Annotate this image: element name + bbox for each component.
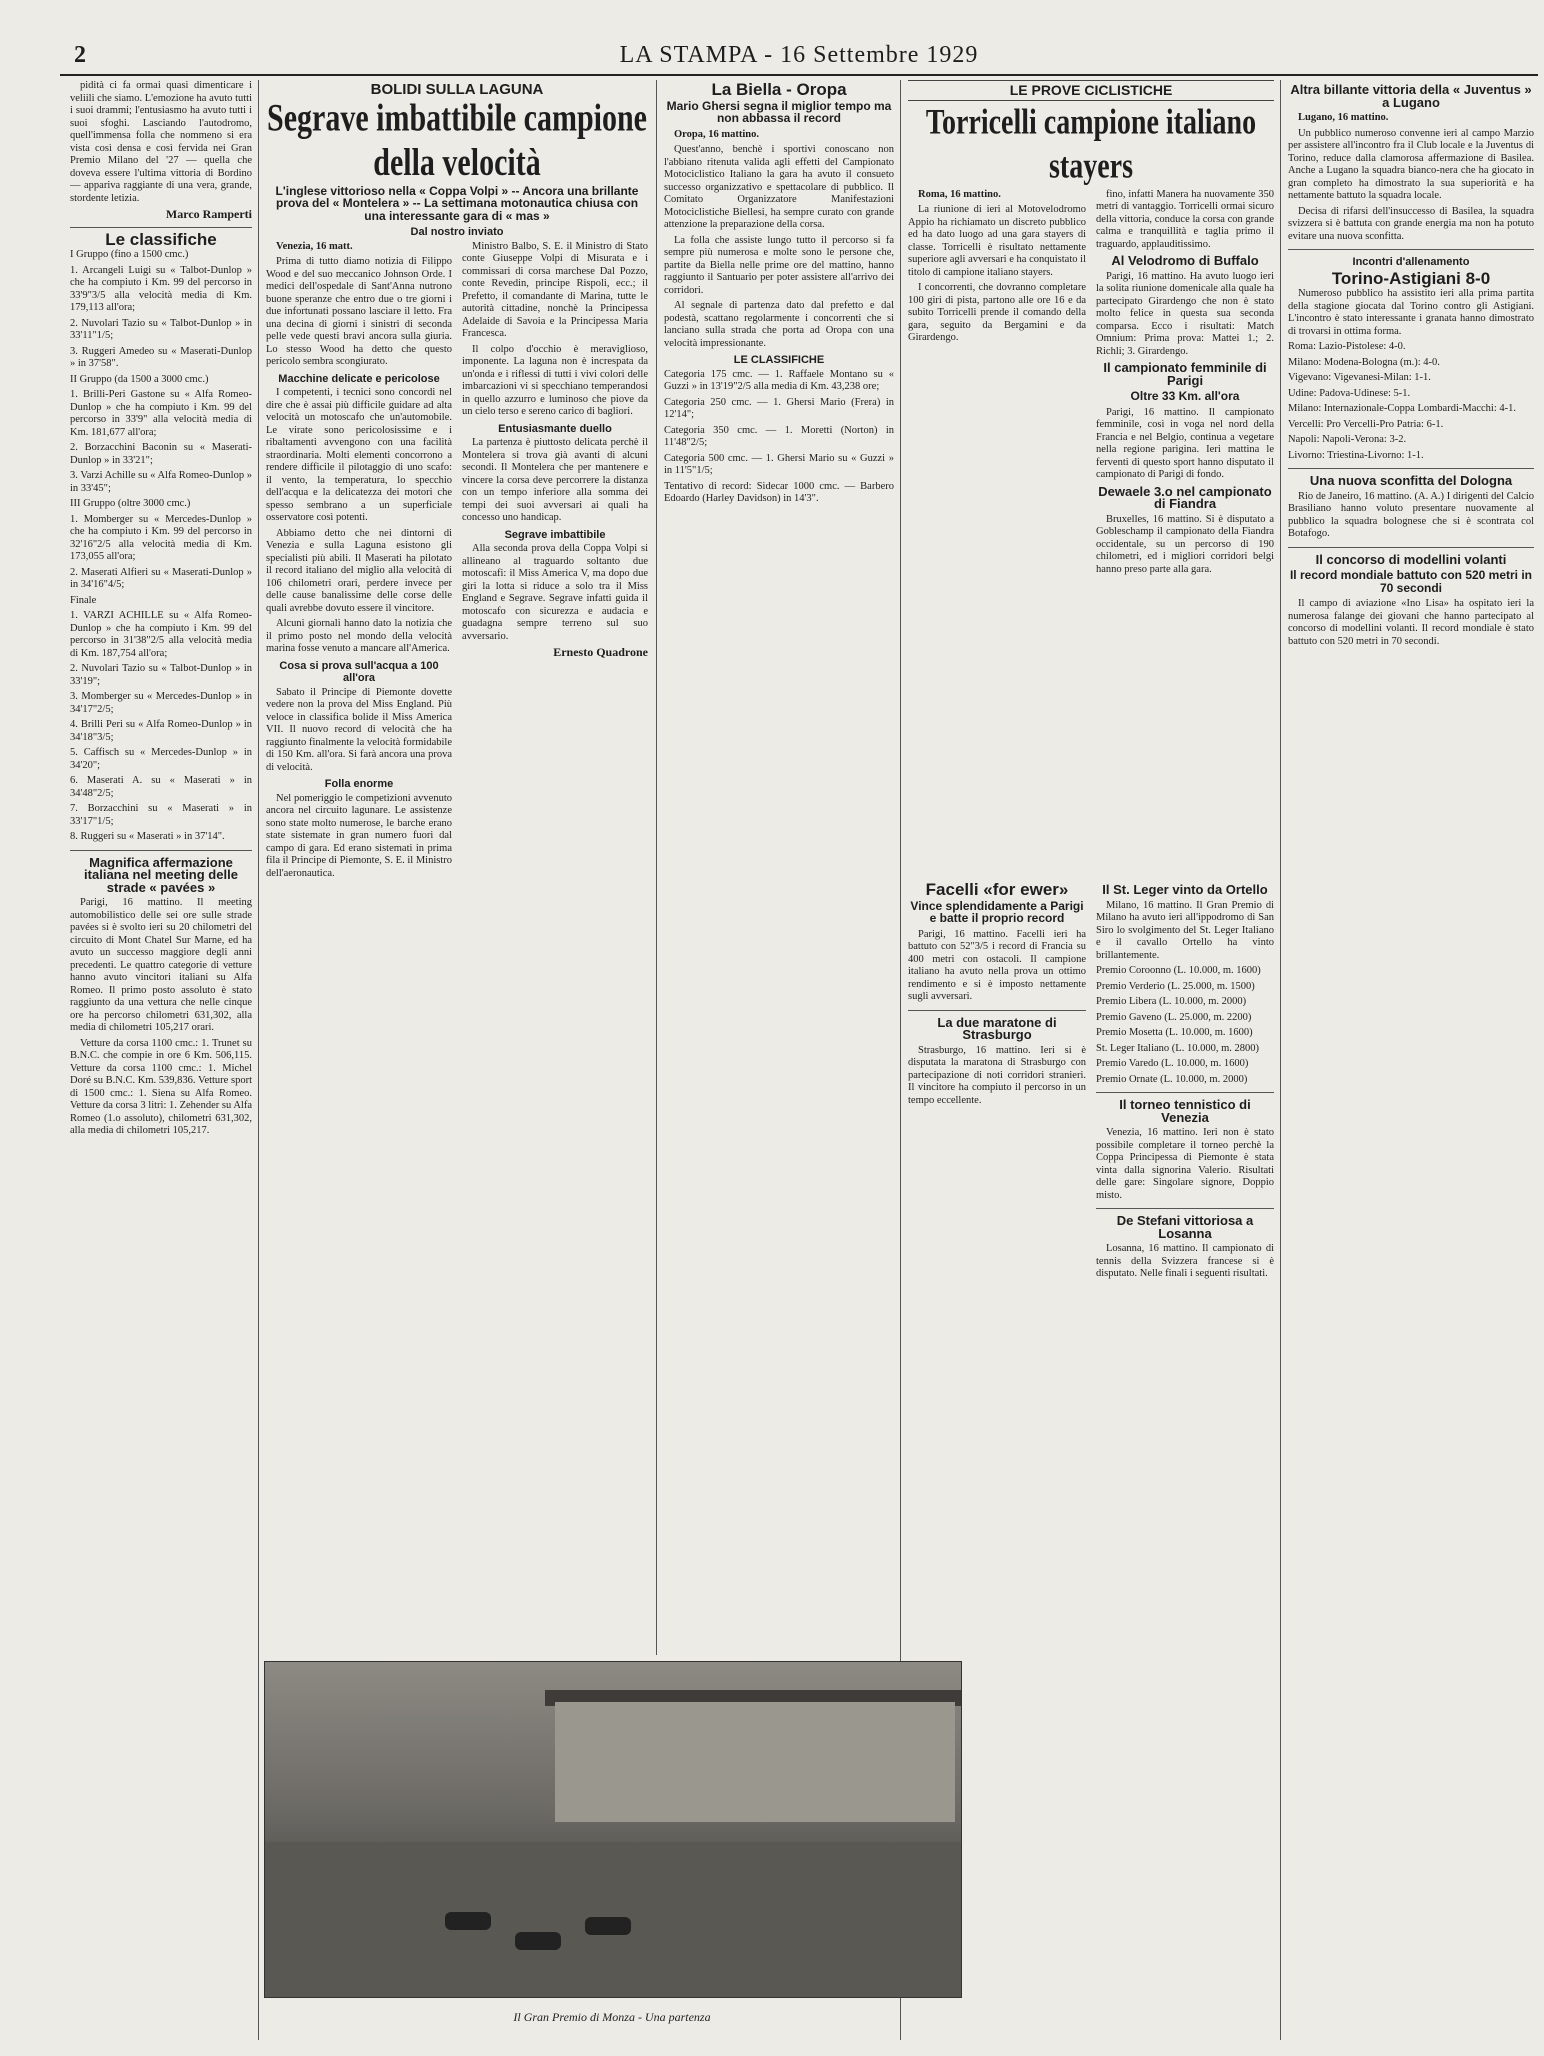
masthead: LA STAMPA - 16 Settembre 1929: [619, 42, 979, 68]
separator: [1288, 547, 1534, 548]
list-item: 2. Borzacchini Baconin su « Maserati-Dunlop » in 33'21";: [70, 442, 252, 466]
race-car: [585, 1917, 631, 1935]
list-item: 3. Momberger su « Mercedes-Dunlop » in 34'17"2/5;: [70, 691, 252, 715]
article-text: Numeroso pubblico ha assistito ieri alla prima partita della stagione giocata dal Torino contro gli Astigiani. L'incontro è stato interessante i granata hanno dimostrato di trovarsi in ottima forma.: [1288, 288, 1534, 337]
separator: [1096, 1092, 1274, 1093]
article-text: Losanna, 16 mattino. Il campionato di tennis della Svizzera francese si è disputato. Nelle finali i seguenti risultati.: [1096, 1243, 1274, 1279]
headline: Torricelli campione italiano stayers: [925, 101, 1257, 187]
column-rule: [1280, 80, 1281, 2040]
list-item: Premio Mosetta (L. 10.000, m. 1600): [1096, 1027, 1253, 1038]
article-title: La due maratone di Strasburgo: [937, 1014, 1057, 1042]
article-text: Ministro Balbo, S. E. il Ministro di Stato conte Giuseppe Volpi di Misurata e i commissari di corsa marchese Dal Pozzo, conte Revedin, principe Rispoli, ecc.; il Prefetto, il comandante di Marina, tutte le autorità cittadine, nonchè la Principessa Adelaide di Savoia e la Principessa Maria Francesca.: [462, 240, 648, 339]
list-item: Napoli: Napoli-Verona: 3-2.: [1288, 434, 1407, 445]
list-item: Premio Ornate (L. 10.000, m. 2000): [1096, 1073, 1248, 1085]
column-1: [70, 80, 252, 2040]
list-item: Vigevano: Vigevanesi-Milan: 1-1.: [1288, 372, 1431, 383]
two-column-body: [908, 189, 1274, 580]
article-text: Il colpo d'occhio è meraviglioso, imponente. La laguna non è increspata da un'onda e i riflessi di tutti i vivi colori delle imbarcazioni vi si specchiano temperandosi in quello azzurro e luminoso che piove da un cielo terso e sereno carico di bagliori.: [462, 343, 648, 417]
article-text: Abbiamo detto che nei dintorni di Venezia e sulla Laguna esistono gli specialisti più abili. Il Maserati ha pilotato il record italiano del miglio alla velocità di 106 chilometri orari, perdere invece per delle cause banalissime delle corse delle quali avrebbe dovuto essere il vincitore.: [266, 527, 452, 614]
article-text: Il campo di aviazione «Ino Lisa» ha ospitato ieri la numerosa falange dei giovani che hanno partecipato al concorso di modellini volanti. Il record mondiale è stato battuto con 520 metri in 70 secondi.: [1288, 598, 1534, 647]
article-text: fino, infatti Manera ha nuovamente 350 metri di vantaggio. Torricelli ormai sicuro della vittoria, conduce la corsa con grande calma e tranquillità e taglia primo il traguardo, applauditissimo.: [1096, 188, 1274, 250]
subcolumn: [462, 241, 648, 884]
signature: Marco Ramperti: [165, 207, 252, 221]
list-item: Vercelli: Pro Vercelli-Pro Patria: 6-1.: [1288, 418, 1444, 430]
article-text: Nel pomeriggio le competizioni avvenuto ancora nel circuito lagunare. Le assistenze sono state molto numerose, le barche erano state sistemate in gran numero fuori dal campo di gara. Ed erano sistemati in prima fila il Principe di Piemonte, S. E. il Ministro dell'aeronautica.: [266, 792, 452, 879]
article-title: Il St. Leger vinto da Ortello: [1102, 882, 1268, 897]
dateline: Roma, 16 mattino.: [918, 188, 1001, 200]
list-item: Udine: Padova-Udinese: 5-1.: [1288, 387, 1411, 399]
list-item: Categoria 350 cmc. — 1. Moretti (Norton) in 11'48"2/5;: [664, 424, 894, 448]
race-photo: [264, 1661, 962, 1998]
list-item: Tentativo di record: Sidecar 1000 cmc. — Barbero Edoardo (Harley Davidson) in 14'3".: [664, 480, 894, 504]
column-rule: [258, 80, 259, 2040]
list-item: Milano: Modena-Bologna (m.): 4-0.: [1288, 356, 1440, 368]
article-title: La Biella - Oropa: [711, 80, 847, 99]
subcolumn: [266, 241, 452, 884]
list-item: 8. Ruggeri su « Maserati » in 37'14".: [70, 831, 225, 842]
dateline: Oropa, 16 mattino.: [674, 128, 759, 140]
list-item: III Gruppo (oltre 3000 cmc.): [70, 498, 191, 509]
list-item: Premio Coroonno (L. 10.000, m. 1600): [1096, 965, 1261, 976]
article-text: Vetture da corsa 1100 cmc.: 1. Trunet su B.N.C. che compie in ore 6 Km. 506,115. Vetture da corsa 1100 cmc.: 1. Michel Doré su B.N.C. Km. 539,836. Vetture sport di 1500 cmc.: 1. Siena su Alfa Romeo. Vetture da corsa 3 litri: 1. Zehender su Alfa Romeo (1.o assoluto), chilometri 631,302, alla media di chilometri 105,217.: [70, 1037, 252, 1136]
subheadline: Mario Ghersi segna il miglior tempo ma non abbassa il record: [666, 98, 892, 125]
article-title: Il torneo tennistico di Venezia: [1119, 1097, 1251, 1125]
article-text: Quest'anno, benchè i sportivi conoscano non l'abbiano ritenuta valida agli effetti del Campionato Motociclistico Italiano la gara ha avuto il consueto successo organizzativo e spettacolare di pubblico. Il Comitato Organizzatore Manifestazioni Motociclistiche Biellesi, ha sempre curato con grande attenzione la preparazione della corsa.: [664, 144, 894, 230]
list-item: 1. Momberger su « Mercedes-Dunlop » che ha compiuto i Km. 99 del percorso in 32'16"2/5 alla velocità media di Km. 173,055 all'ora;: [70, 513, 252, 562]
article-text: La riunione di ieri al Motovelodromo Appio ha richiamato un discreto pubblico ed ha dato luogo ad una gara stayers di classe. Torricelli è risultato nettamente superiore agli avversari e ha conquistato il titolo di campione italiano stayers.: [908, 204, 1086, 278]
page-number: 2: [74, 42, 86, 68]
article-text: Rio de Janeiro, 16 mattino. (A. A.) I dirigenti del Calcio Brasiliano hanno voluto presentare nuovamente al pubblico la squadra bolognese che si è scontrata col Botafogo.: [1288, 490, 1534, 539]
subcolumn: [908, 189, 1086, 580]
separator: [908, 1010, 1086, 1011]
list-item: 1. Brilli-Peri Gastone su « Alfa Romeo-Dunlop » che ha compiuto i Km. 99 del percorso in 33'9" alla velocità media di Km. 181,677 all'ora;: [70, 389, 252, 438]
list-item: 2. Nuvolari Tazio su « Talbot-Dunlop » in 33'19";: [70, 663, 252, 687]
subheadline: Il record mondiale battuto con 520 metri in 70 secondi: [1289, 568, 1533, 595]
list-item: St. Leger Italiano (L. 10.000, m. 2800): [1096, 1042, 1260, 1054]
section-title: Le classifiche: [105, 229, 217, 249]
article-text: Bruxelles, 16 mattino. Si è disputato a Gobleschamp il campionato della Fiandra occidentale, su un percorso di 190 chilometri, ed i migliori corridori belgi hanno preso parte alla gara.: [1096, 513, 1274, 575]
list-item: 4. Brilli Peri su « Alfa Romeo-Dunlop » in 34'18"3/5;: [70, 719, 252, 743]
article-title: Il campionato femminile di Parigi: [1103, 360, 1267, 388]
separator: [70, 850, 252, 851]
list-item: Premio Gaveno (L. 25.000, m. 2200): [1096, 1011, 1252, 1023]
article-text: I concorrenti, che dovranno completare 100 giri di pista, partono alle ore 16 e da subito Torricelli prende il comando della gara, seguito da Bergamini e da Girardengo.: [908, 282, 1086, 343]
subsection-title: Segrave imbattibile: [504, 528, 606, 541]
two-column-body: [266, 241, 648, 884]
results-list: [1288, 341, 1534, 462]
list-item: 7. Borzacchini su « Maserati » in 33'17"1/5;: [70, 803, 252, 827]
article-title: Torino-Astigiani 8-0: [1331, 268, 1491, 288]
separator: [1288, 468, 1534, 469]
list-item: 2. Nuvolari Tazio su « Talbot-Dunlop » in 33'11"1/5;: [70, 317, 252, 341]
separator: [1096, 1208, 1274, 1209]
section-kicker: BOLIDI SULLA LAGUNA: [370, 81, 544, 98]
article-text: Venezia, 16 mattino. Ieri non è stato possibile completare il torneo perchè la Coppa Principessa di Piemonte è stata vinta dalla signorina Valerio. Risultati delle gare: Singolare signore, Doppio misto.: [1096, 1127, 1274, 1201]
grandstand: [555, 1702, 955, 1822]
column-2: [266, 80, 648, 1655]
article-text: Strasburgo, 16 mattino. Ieri si è disputata la maratona di Strasburgo con partecipazione di noti corridori stranieri. Il vincitore ha compiuto il percorso in un tempo eccellente.: [908, 1044, 1086, 1106]
signature: Ernesto Quadrone: [553, 645, 648, 659]
article-title: Al Velodromo di Buffalo: [1111, 253, 1259, 268]
list-item: Categoria 250 cmc. — 1. Ghersi Mario (Frera) in 12'14";: [664, 396, 894, 420]
article-text: La folla che assiste lungo tutto il percorso si fa sempre più numerosa e molte sono le persone che, partite da Biella nelle prime ore del mattino, hanno raggiunto il Santuario per poter assistere all'arrivo dei corridori.: [664, 234, 894, 296]
article-text: Parigi, 16 mattino. Ha avuto luogo ieri la solita riunione domenicale alla quale ha partecipato Girardengo che non è stato molto felice in questa sua seconda comparsa. Ecco i risultati: Match Omnium: Prima prova: Mattei 1.; 2. Richli; 3. Girardengo.: [1096, 270, 1274, 357]
subcolumn: [1096, 189, 1274, 580]
list-item: II Gruppo (da 1500 a 3000 cmc.): [70, 373, 209, 385]
subheadline: L'inglese vittorioso nella « Coppa Volpi » -- Ancora una brillante prova del « Montelera » -- La settimana motonautica chiusa con una interessante gara di « mas »: [275, 183, 639, 223]
article-text: pidità ci fa ormai quasi dimenticare i veliili che siamo. L'emozione ha avuto tutti i suoi drammi; l'entusiasmo ha avuto tutti i suoi sfoghi. Lasciando l'autodromo, quell'immensa folla che nommeno si era vista così densa e così fervida nei Gran Premio Milano del '27 — quella che doveva essere l'ultima vittoria di Bordino — appariva raggiante di una vera, grande, stordente letizia.: [70, 80, 252, 204]
dateline: Lugano, 16 mattino.: [1298, 112, 1389, 123]
article-text: Alla seconda prova della Coppa Volpi si allineano al traguardo soltanto due motoscafi: il Miss America V, ma dopo due giri la lotta si riduce a solo tra il Miss England e Segrave. Segrave infatti guida il motoscafo con sicurezza e audacia e guadagna sempre terreno sul suo avversario.: [462, 543, 648, 642]
subsection-title: Cosa si prova sull'acqua a 100 all'ora: [279, 659, 439, 684]
list-item: Finale: [70, 594, 97, 606]
race-list: [1096, 965, 1274, 1086]
article-text: Parigi, 16 mattino. Facelli ieri ha battuto con 52"3/5 i record di Francia su 400 metri con ostacoli. Il campione italiano ha avuto nella prova un ottimo rendimento e si è imposto nettamente sugli avversari.: [908, 928, 1086, 1002]
dateline: Venezia, 16 matt.: [276, 240, 353, 252]
list-item: 6. Maserati A. su « Maserati » in 34'48"2/5;: [70, 775, 252, 799]
list-item: Categoria 500 cmc. — 1. Ghersi Mario su « Guzzi » in 11'5"1/5;: [664, 452, 894, 476]
list-item: 2. Maserati Alfieri su « Maserati-Dunlop » in 34'16"4/5;: [70, 566, 252, 590]
list-item: 1. Arcangeli Luigi su « Talbot-Dunlop » che ha compiuto i Km. 99 del percorso in 33'9"3/5 alla velocità media di Km. 179,113 all'ora;: [70, 264, 252, 313]
article-text: Decisa di rifarsi dell'insuccesso di Basilea, la squadra svizzera si è battuta con grande energia ma non ha potuto evitare una nuova sconfitta.: [1288, 205, 1534, 242]
race-car: [445, 1912, 491, 1930]
page-header: [60, 34, 1538, 76]
list-item: I Gruppo (fino a 1500 cmc.): [70, 249, 189, 260]
list-item: 5. Caffisch su « Mercedes-Dunlop » in 34'20";: [70, 747, 252, 771]
subheadline: Oltre 33 Km. all'ora: [1130, 389, 1240, 403]
article-title: Dewaele 3.o nel campionato di Fiandra: [1098, 483, 1272, 511]
article-text: Al segnale di partenza dato dal prefetto e dal podestà, scattano regolarmente i concorrenti che si lanciano sulla strada che porta ad Oropa con una velocità impressionante.: [664, 300, 894, 349]
separator: [1288, 249, 1534, 250]
race-car: [515, 1932, 561, 1950]
article-text: Sabato il Principe di Piemonte dovette vedere non la prova del Miss England. Più veloce in classifica bolide il Miss America VII. Il nuovo record di velocità che ha raggiunto finalmente la velocità formidabile di 150 Km. all'ora. Si farà ancora una prova di velocità.: [266, 686, 452, 773]
list-item: Categoria 175 cmc. — 1. Raffaele Montano su « Guzzi » in 13'19"2/5 alla media di Km. 43,238 ore;: [664, 368, 894, 392]
article-text: Parigi, 16 mattino. Il campionato femminile, così in voga nel nord della Francia e nel Belgio, continua a vegetare nella regione parigina. Ieri mattina le ferventi di questo sport hanno disputato il campionato di Parigi di fondo.: [1096, 406, 1274, 480]
list-item: Roma: Lazio-Pistolese: 4-0.: [1288, 341, 1406, 352]
column-football: [1288, 80, 1534, 2040]
subsection-title: Folla enorme: [324, 778, 394, 790]
list-item: Livorno: Triestina-Livorno: 1-1.: [1288, 449, 1424, 461]
list-item: 3. Ruggeri Amedeo su « Maserati-Dunlop » in 37'58".: [70, 345, 252, 369]
article-text: Alcuni giornali hanno dato la notizia che il primo posto nel mondo della velocità marina fosse venuto a mancare all'America.: [266, 618, 452, 654]
list-item: 3. Varzi Achille su « Alfa Romeo-Dunlop » in 33'45";: [70, 470, 252, 494]
section-title: LE PROVE CICLISTICHE: [908, 80, 1274, 101]
list-item: Milano: Internazionale-Coppa Lombardi-Macchi: 4-1.: [1288, 403, 1517, 414]
list-item: Premio Libera (L. 10.000, m. 2000): [1096, 996, 1247, 1007]
article-text: La partenza è piuttosto delicata perchè il Montelera si trova già avanti di alcuni secondi. Il Montelera che per mantenere e vincere la corsa deve percorrere la distanza con un tempo inferiore alla somma dei tempi dei suoi avversari ai quali ha concesso uno handicap.: [462, 437, 648, 523]
article-text: Prima di tutto diamo notizia di Filippo Wood e del suo meccanico Johnson Orde. I medici dell'ospedale di Sant'Anna nutrono buone speranze che entro due o tre giorni i due infortunati possano lasciare il letto. Fra una decina di giorni i sinistri di seconda pelle vede questi bravi ancora sulla giuria. Lo stesso Wood ha detto che questo pericolo sembra scongiurato.: [266, 256, 452, 367]
column-racing-tennis: [1096, 880, 1274, 2010]
article-text: I competenti, i tecnici sono concordi nel dire che è assai più difficile guidare ad alta velocità un motoscafo che un'automobile. Le virate sono pericolosissime e i ribaltamenti avvengono con una facilità straordinaria. Molti elementi concorrono a rendere difficile il pilotaggio di uno scafo: il vento, la temperatura, lo specchio dell'acqua e la delicatezza dei motori che spesso sembrano a un superficiale osservatore così potenti.: [266, 387, 452, 523]
headline: Segrave imbattibile campione della velocità: [267, 96, 647, 184]
subheadline: Vince splendidamente a Parigi e batte il proprio record: [910, 898, 1084, 925]
subsection-title: Entusiasmante duello: [498, 422, 612, 435]
article-title: Una nuova sconfitta del Dologna: [1309, 473, 1513, 488]
article-text: Milano, 16 mattino. Il Gran Premio di Milano ha avuto ieri all'ippodromo di San Siro lo svolgimento del St. Leger Italiano e il cavallo Ortello ha vinto brillantemente.: [1096, 899, 1274, 961]
article-title: Altra billante vittoria della « Juventus » a Lugano: [1290, 82, 1532, 110]
results-list: [664, 369, 894, 506]
separator: [70, 227, 252, 228]
article-text: Un pubblico numeroso convenne ieri al campo Marzio per assistere all'incontro fra il Club locale e la Juventus di Torino, reduce dalla clamorosa affermazione di Basilea. Anche a Lugano la squadra bianco-nera che ha giocato in gran completo ha dimostrato la sua superiorità e ha nettamente battuto la squadra locale.: [1288, 127, 1534, 201]
list-item: Premio Verderio (L. 25.000, m. 1500): [1096, 980, 1255, 992]
subsection-title: Macchine delicate e pericolose: [278, 372, 440, 385]
column-rule: [656, 80, 657, 1655]
column-biella-oropa: [664, 80, 894, 1655]
article-title: Facelli «for ewer»: [925, 880, 1069, 899]
subsection-title: Incontri d'allenamento: [1352, 256, 1470, 268]
column-cycling: [908, 80, 1274, 860]
article-title: Magnifica affermazione italiana nel meeting delle strade « pavées »: [84, 854, 238, 895]
article-text: Parigi, 16 mattino. Il meeting automobilistico delle sei ore sulle strade pavées si è svolto ieri su 20 chilometri del circuito di Mont Chatel Sur Marne, ed ha avuto un successo maggiore degli anni precedenti. Le quattro categorie di vetture hanno avuto vincitori italiani su Alfa Romeo. Il primo posto assoluto è stato raggiunto da una vettura che nelle cinque ore ha percorso chilometri 631,302, alla media di chilometri 105,217 orari.: [70, 897, 252, 1033]
photo-caption: Il Gran Premio di Monza - Una partenza: [513, 2010, 711, 2024]
list-item: Premio Varedo (L. 10.000, m. 1600): [1096, 1058, 1249, 1069]
article-title: Il concorso di modellini volanti: [1315, 551, 1507, 567]
results-list: [70, 249, 252, 844]
byline: Dal nostro inviato: [410, 226, 504, 238]
article-title: De Stefani vittoriosa a Losanna: [1116, 1213, 1254, 1241]
section-title: LE CLASSIFICHE: [733, 354, 825, 366]
list-item: 1. VARZI ACHILLE su « Alfa Romeo-Dunlop » che ha compiuto i Km. 99 del percorso in 31'38"2/5 alla velocità media di Km. 187,754 all'ora;: [70, 610, 252, 659]
